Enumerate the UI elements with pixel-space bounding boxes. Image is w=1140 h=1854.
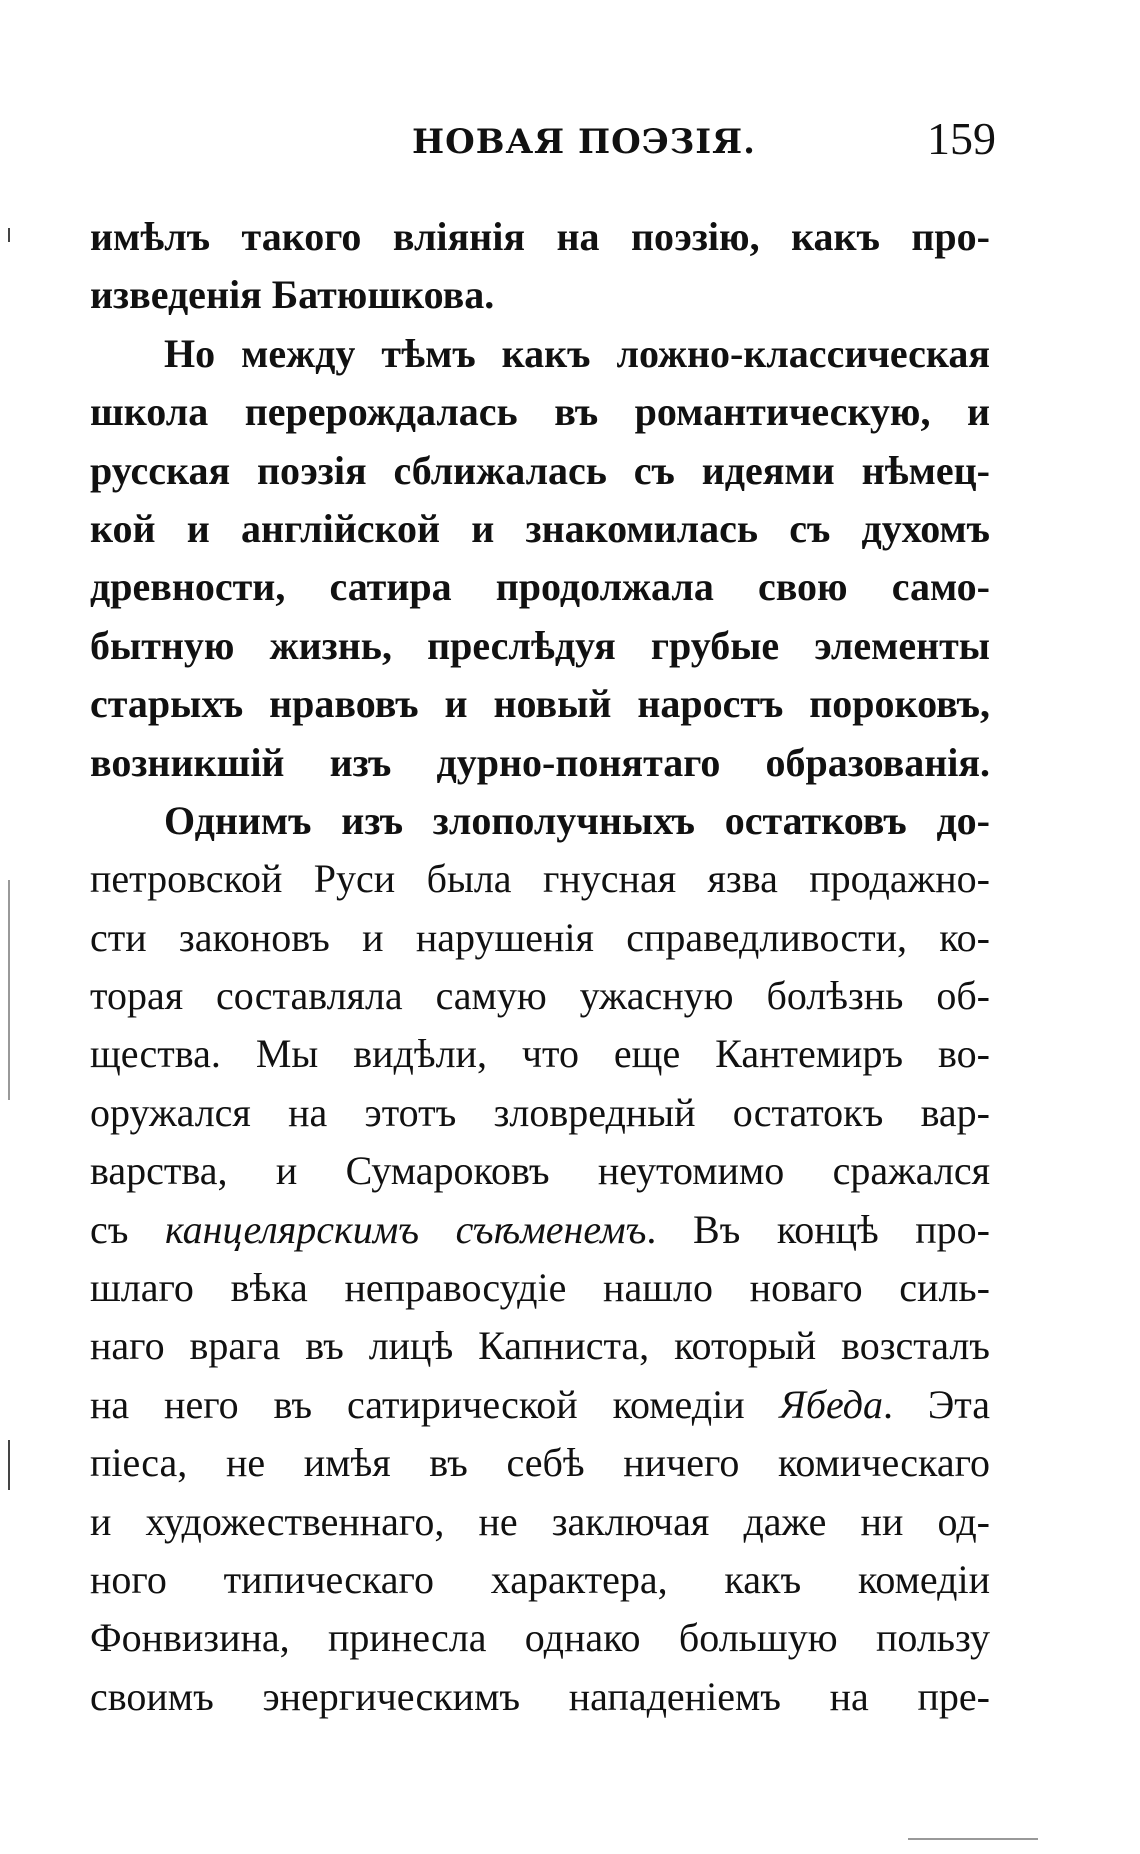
- scan-artifact: [8, 228, 10, 242]
- line-text-after: . Эта: [882, 1381, 990, 1427]
- scan-artifact: [908, 1838, 1038, 1840]
- text-line: торая составляла самую ужасную болѣзнь об-: [90, 973, 990, 1019]
- line-text-before: съ: [90, 1206, 165, 1252]
- text-line: бытную жизнь, преслѣдуя грубые элементы: [90, 622, 990, 668]
- text-line: Фонвизина, принесла однако большую пользу: [90, 1615, 990, 1661]
- line-text-before: на него въ сатирической комедіи: [90, 1381, 780, 1427]
- running-title: НОВАЯ ПОЭЗІЯ.: [412, 122, 757, 162]
- text-line: возникшій изъ дурно-понятаго образованія.: [90, 739, 990, 785]
- text-line: русская поэзія сближалась съ идеями нѣмец-: [90, 447, 990, 493]
- scan-artifact: [8, 880, 10, 1100]
- text-line: и художественнаго, не заключая даже ни од-: [90, 1498, 990, 1544]
- text-line: варства, и Сумароковъ неутомимо сражался: [90, 1148, 990, 1194]
- text-line: кой и англійской и знакомилась съ духомъ: [90, 505, 990, 551]
- line-text-after: . Въ концѣ про-: [646, 1206, 990, 1252]
- body-text: [90, 208, 990, 1726]
- text-line-with-italic: [90, 1201, 990, 1259]
- text-line: піеса, не имѣя въ себѣ ничего комическаго: [90, 1440, 990, 1486]
- paragraph-start-line: Однимъ изъ злополучныхъ остатковъ до-: [164, 797, 990, 843]
- text-line: шлаго вѣка неправосудіе нашло новаго силь-: [90, 1265, 990, 1311]
- text-line: изведенія Батюшкова.: [90, 272, 495, 318]
- text-line: старыхъ нравовъ и новый наростъ пороковъ,: [90, 681, 990, 727]
- paragraph-start-line: Но между тѣмъ какъ ложно-классическая: [164, 330, 990, 376]
- text-line: петровской Руси была гнусная язва продажно-: [90, 856, 990, 902]
- text-line: своимъ энергическимъ нападеніемъ на пре-: [90, 1673, 990, 1719]
- text-line: имѣлъ такого вліянія на поэзію, какъ про-: [90, 214, 990, 259]
- text-line: ного типическаго характера, какъ комедіи: [90, 1556, 990, 1602]
- text-line: сти законовъ и нарушенія справедливости, ко-: [90, 914, 990, 960]
- italic-phrase: канцелярскимъ съѣменемъ: [164, 1206, 647, 1252]
- text-line: щества. Мы видѣли, что еще Кантемиръ во-: [90, 1031, 990, 1077]
- text-line: древности, сатира продолжала свою само-: [90, 564, 990, 610]
- italic-title: Ябеда: [779, 1381, 883, 1427]
- text-line-with-italic: [90, 1376, 990, 1434]
- text-line: оружался на этотъ зловредный остатокъ вар-: [90, 1089, 990, 1135]
- scan-artifact: [8, 1440, 10, 1490]
- text-line: школа перерождалась въ романтическую, и: [90, 389, 990, 435]
- page-header: [90, 112, 996, 172]
- text-line: наго врага въ лицѣ Капниста, который возсталъ: [90, 1323, 990, 1369]
- page-number: 159: [927, 113, 996, 164]
